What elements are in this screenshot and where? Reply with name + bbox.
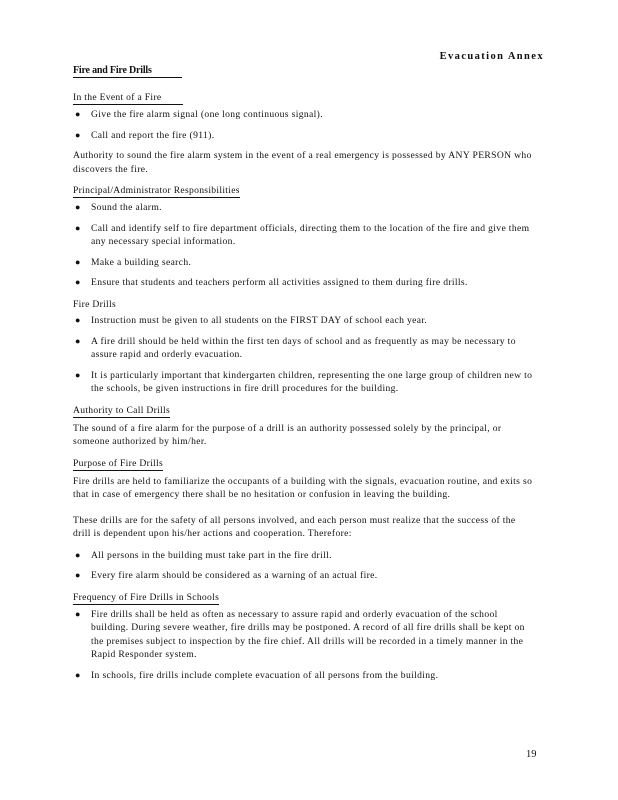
- section-principal-responsibilities: [73, 184, 533, 290]
- bullet-list: [73, 108, 533, 142]
- list-item: ● Call and report the fire (911).: [75, 129, 215, 141]
- section-heading: Frequency of Fire Drills in Schools: [73, 591, 220, 603]
- section-heading: Purpose of Fire Drills: [73, 457, 164, 469]
- bullet-icon: ●: [75, 335, 81, 346]
- list-item: ● It is particularly important that kindergarten children, representing the one large group of children new to the schools, be given instructions in fire drill procedures for the building.: [75, 369, 533, 394]
- section-heading: Principal/Administrator Responsibilities: [73, 185, 240, 196]
- page-number: 19: [526, 749, 537, 760]
- section-heading: In the Event of a Fire: [73, 92, 183, 105]
- section-event-of-fire: [73, 91, 533, 176]
- paragraph: Fire drills are held to familiarize the occupants of a building with the signals, evacuation routine, and exits so that in case of emergency there shall be no hesitation or confusion in leaving the building.: [73, 475, 533, 500]
- bullet-icon: ●: [75, 202, 81, 212]
- bullet-icon: ●: [75, 549, 81, 560]
- bullet-list: [73, 608, 533, 683]
- bullet-list: [73, 549, 533, 583]
- list-item: ● Make a building search.: [75, 256, 192, 268]
- list-item: ● Fire drills shall be held as often as necessary to assure rapid and orderly evacuation of the school building. During severe weather, fire drills may be postponed. A record of all fire drills shall be kept on the premises subject to inspection by the fire chief. All drills will be recorded in a timely manner in the Rapid Responder system.: [75, 608, 525, 660]
- document-content: [73, 64, 533, 690]
- annex-header: Evacuation Annex: [439, 51, 544, 62]
- list-item: ● Call and identify self to fire department officials, directing them to the location of the fire and give them any necessary special information.: [75, 222, 530, 247]
- section-purpose-of-fire-drills: [73, 457, 533, 583]
- section-authority-to-call-drills: [73, 404, 533, 449]
- paragraph: These drills are for the safety of all persons involved, and each person must realize that the success of the drill is dependent upon his/her actions and cooperation. Therefore:: [73, 514, 516, 539]
- bullet-icon: ●: [75, 570, 81, 580]
- bullet-icon: ●: [75, 109, 81, 119]
- list-item: ● Instruction must be given to all students on the FIRST DAY of school each year.: [75, 315, 428, 326]
- bullet-icon: ●: [75, 129, 81, 140]
- bullet-list: [73, 201, 533, 290]
- bullet-icon: ●: [75, 369, 81, 380]
- list-item: ● Give the fire alarm signal (one long continuous signal).: [75, 109, 323, 120]
- list-item: ● In schools, fire drills include complete evacuation of all persons from the building.: [75, 669, 439, 681]
- list-item: ● Ensure that students and teachers perform all activities assigned to them during fire drills.: [75, 277, 468, 288]
- list-item: ● All persons in the building must take part in the fire drill.: [75, 549, 332, 561]
- bullet-icon: ●: [75, 315, 81, 325]
- section-heading: Fire Drills: [73, 298, 117, 310]
- document-title: Fire and Fire Drills: [73, 64, 182, 78]
- list-item: ● Every fire alarm should be considered as a warning of an actual fire.: [75, 570, 378, 581]
- section-fire-drills: [73, 298, 533, 396]
- bullet-icon: ●: [75, 222, 81, 233]
- paragraph: Authority to sound the fire alarm system in the event of a real emergency is possessed by ANY PERSON who discovers the fire.: [73, 150, 532, 175]
- list-item: ● A fire drill should be held within the first ten days of school and as frequently as may be necessary to assure rapid and orderly evacuation.: [75, 335, 516, 360]
- bullet-list: [73, 314, 533, 396]
- bullet-icon: ●: [75, 608, 81, 619]
- bullet-icon: ●: [75, 277, 81, 287]
- section-frequency-of-fire-drills: [73, 591, 533, 683]
- list-item: ● Sound the alarm.: [75, 202, 162, 213]
- section-heading: Authority to Call Drills: [73, 404, 171, 416]
- bullet-icon: ●: [75, 256, 81, 267]
- paragraph: The sound of a fire alarm for the purpose of a drill is an authority possessed solely by the principal, or someone authorized by him/her.: [73, 422, 502, 447]
- bullet-icon: ●: [75, 669, 81, 680]
